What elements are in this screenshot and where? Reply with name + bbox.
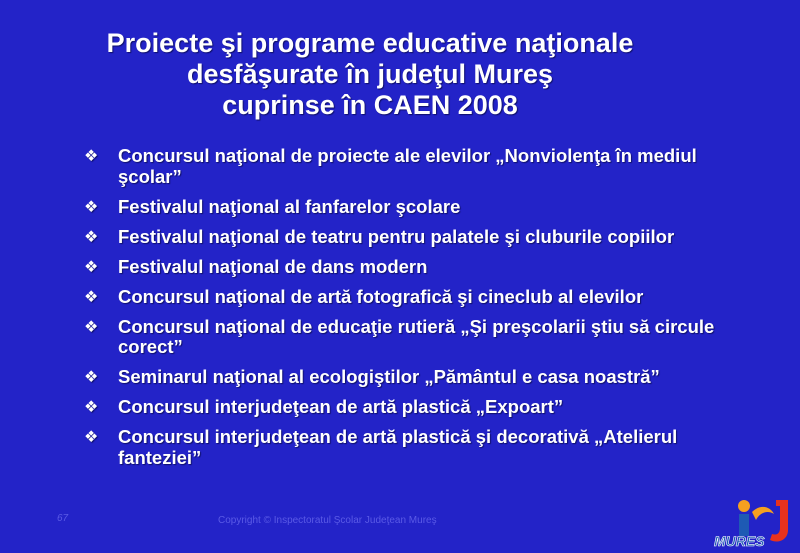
- diamond-bullet-icon: ❖: [84, 286, 99, 306]
- list-item-text: Concursul interjudeţean de artă plastică „Expoart”: [118, 396, 564, 417]
- list-item: [84, 227, 724, 248]
- list-item: [84, 427, 724, 468]
- page-number: 67: [57, 513, 69, 524]
- list-item: [84, 367, 724, 388]
- list-item-text: Concursul naţional de educaţie rutieră „Şi preşcolarii ştiu să circule corect”: [118, 315, 715, 357]
- title-line-2: desfăşurate în judeţul Mureş: [186, 59, 554, 89]
- logo-dot-icon: [738, 500, 750, 512]
- logo-swoosh-icon: [752, 507, 774, 520]
- footer-copyright: Copyright © Inspectoratul Şcolar Judeţean Mureş: [218, 515, 437, 526]
- diamond-bullet-icon: ❖: [84, 367, 99, 386]
- logo-j-icon: [770, 500, 788, 542]
- list-item: [84, 197, 724, 218]
- slide-title: [40, 28, 700, 121]
- list-item-text: Festivalul naţional de teatru pentru palatele şi cluburile copiilor: [118, 225, 675, 247]
- logo-text: MURES: [714, 533, 765, 549]
- diamond-bullet-icon: ❖: [84, 226, 99, 246]
- list-item: [84, 146, 724, 187]
- diamond-bullet-icon: ❖: [84, 316, 99, 336]
- list-item-text: Festivalul naţional al fanfarelor şcolare: [118, 195, 461, 217]
- list-item-text: Concursul naţional de artă fotografică şi cineclub al elevilor: [118, 285, 644, 307]
- list-item-text: Concursul interjudeţean de artă plastică şi decorativă „Atelierul fanteziei”: [118, 426, 678, 468]
- list-item: [84, 317, 724, 358]
- list-item-text: Seminarul naţional al ecologiştilor „Pământul e casa noastră”: [118, 366, 660, 387]
- list-item: [84, 257, 724, 278]
- diamond-bullet-icon: ❖: [84, 196, 99, 216]
- diamond-bullet-icon: ❖: [84, 146, 99, 165]
- diamond-bullet-icon: ❖: [84, 397, 99, 416]
- list-item: [84, 397, 724, 418]
- list-item-text: Concursul naţional de proiecte ale elevilor „Nonviolenţa în mediul şcolar”: [118, 145, 697, 187]
- bullet-list: [84, 146, 724, 478]
- logo: [708, 492, 796, 550]
- list-item-text: Festivalul naţional de dans modern: [118, 255, 428, 277]
- list-item: [84, 287, 724, 308]
- diamond-bullet-icon: ❖: [84, 256, 99, 276]
- title-line-1: Proiecte şi programe educative naţionale: [106, 28, 634, 58]
- title-line-3: cuprinse în CAEN 2008: [222, 90, 518, 120]
- diamond-bullet-icon: ❖: [84, 427, 99, 446]
